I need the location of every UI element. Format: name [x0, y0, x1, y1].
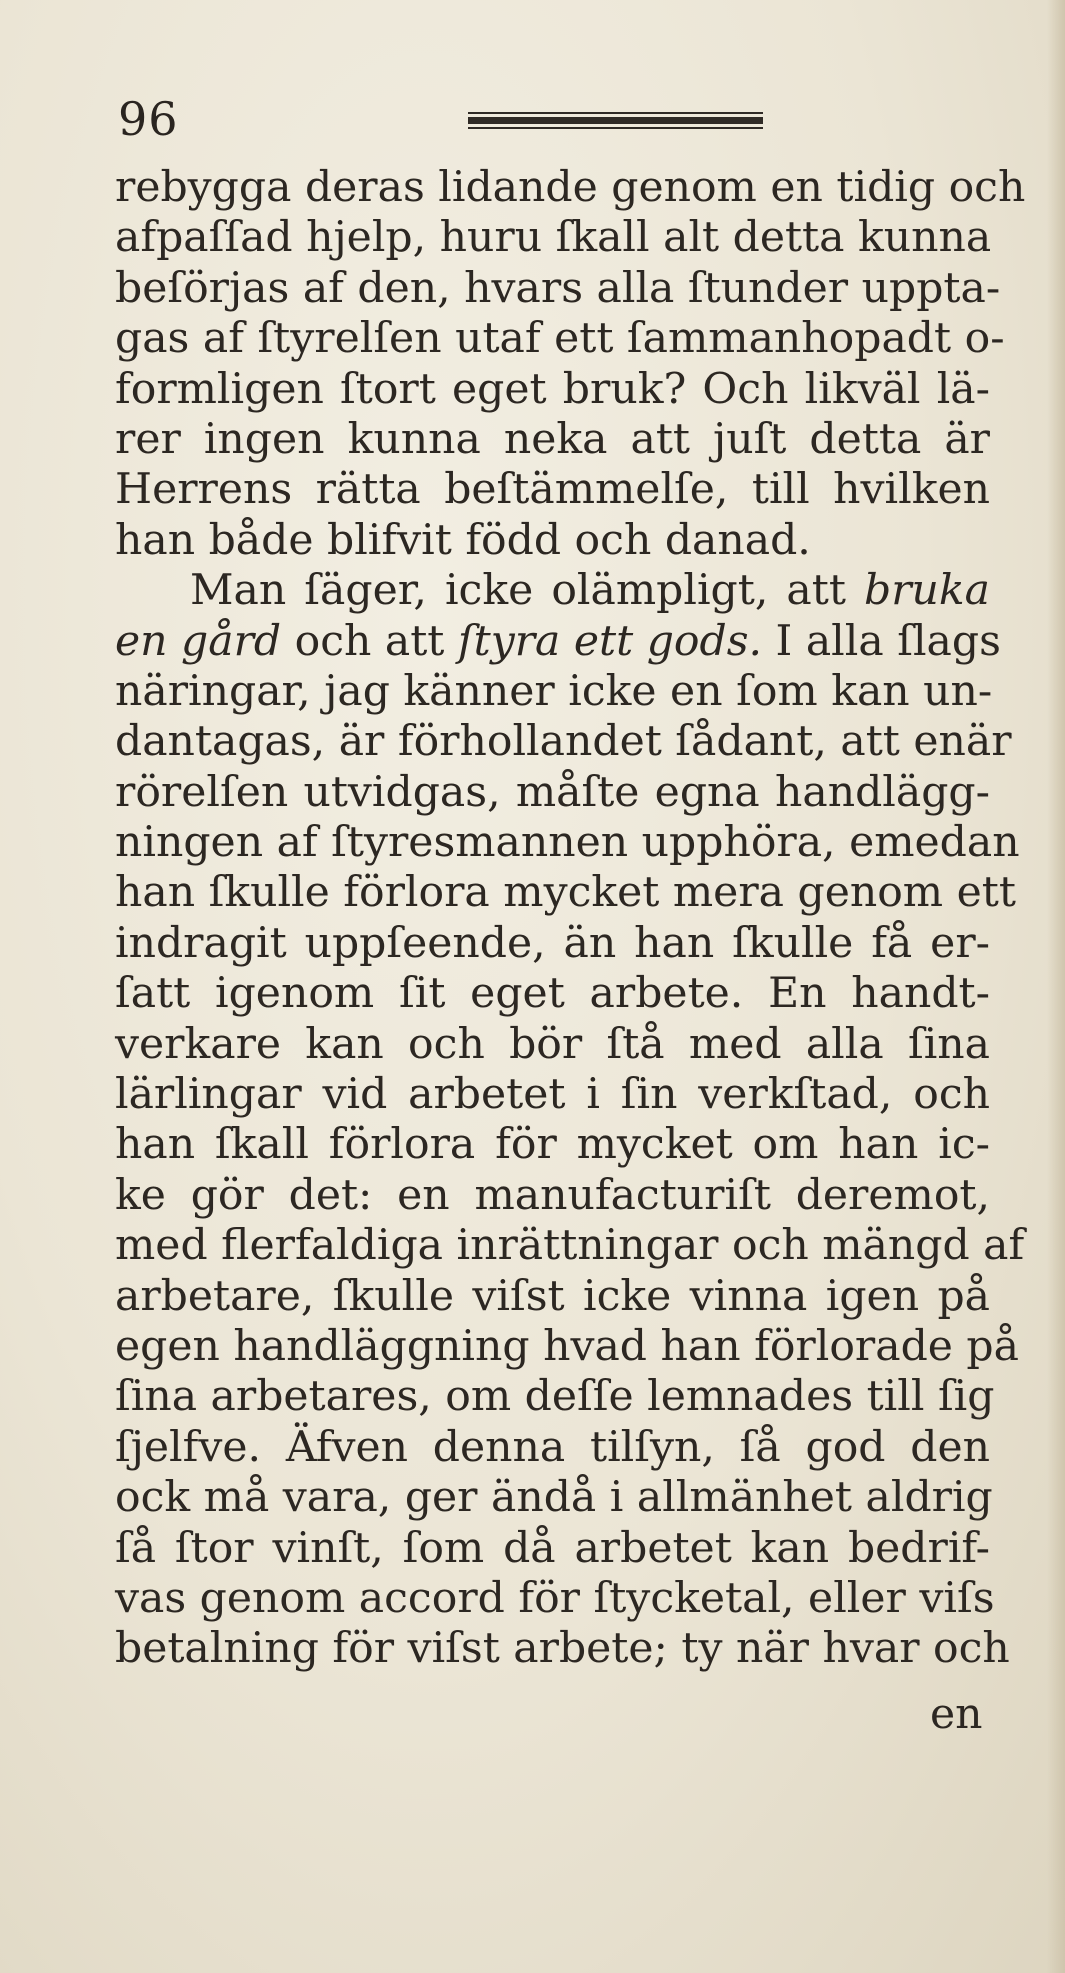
italic-text-segment: en gård — [115, 616, 282, 666]
text-segment: med flerfaldiga inrättningar och mängd af — [115, 1221, 1025, 1271]
text-segment: ſjelfve. Äfven denna tilſyn, ſå god den — [115, 1422, 990, 1472]
text-line — [115, 566, 990, 616]
italic-text-segment: ſtyra ett gods. — [457, 616, 763, 666]
text-line — [115, 1423, 990, 1473]
text-line — [115, 1372, 995, 1422]
italic-text-segment: bruka — [864, 566, 990, 616]
text-segment: ningen af ſtyresmannen upphöra, emedan — [115, 818, 1020, 868]
text-segment: han ſkulle förlora mycket mera genom ett — [115, 868, 1016, 918]
text-segment: rörelſen utvidgas, måſte egna handlägg- — [115, 767, 990, 817]
text-segment: ock må vara, ger ändå i allmänhet aldrig — [115, 1473, 993, 1523]
text-line — [115, 263, 1001, 314]
text-line — [115, 1221, 1025, 1271]
text-segment: ſå ſtor vinſt, ſom då arbetet kan bedrif- — [115, 1523, 990, 1573]
text-line — [115, 1573, 995, 1624]
text-segment: rebygga deras lidande genom en tidig och — [115, 163, 1026, 212]
text-segment: beſörjas af den, hvars alla ſtunder uppta- — [115, 263, 1001, 313]
text-line — [115, 768, 990, 818]
text-line — [115, 465, 990, 515]
text-line — [115, 818, 1020, 868]
text-segment: Man ſäger, icke olämpligt, att — [190, 566, 864, 616]
text-line — [115, 666, 993, 717]
text-line — [115, 717, 1012, 767]
text-line — [115, 314, 1005, 364]
text-segment: Herrens rätta beſtämmelſe, till hvilken — [115, 465, 990, 515]
text-line — [115, 1272, 990, 1322]
text-line — [115, 1524, 990, 1574]
page-header — [118, 92, 988, 152]
text-segment: dantagas, är förhollandet ſådant, att enär — [115, 717, 1012, 767]
text-segment: ke gör det: en manufacturiſt deremot, — [115, 1170, 990, 1220]
header-rule-ornament — [468, 112, 763, 134]
text-line — [115, 1321, 1019, 1372]
text-line — [115, 163, 1026, 213]
text-segment: verkare kan och bör ſtå med alla ſina — [115, 1019, 990, 1069]
text-line — [115, 1070, 990, 1120]
text-line — [115, 1473, 993, 1523]
text-segment: han ſkall förlora för mycket om han ic- — [115, 1120, 990, 1170]
text-segment: vas genom accord för ſtycketal, eller viſs — [115, 1573, 995, 1623]
text-segment: formligen ſtort eget bruk? Och likväl lä- — [115, 364, 990, 414]
page-number: 96 — [118, 92, 179, 146]
text-segment: och att — [281, 616, 458, 666]
text-segment: egen handläggning hvad han förlorade på — [115, 1321, 1019, 1371]
text-segment: arbetare, ſkulle viſst icke vinna igen på — [115, 1271, 990, 1321]
text-line — [115, 1120, 990, 1170]
text-segment: lärlingar vid arbetet i ſin verkſtad, och — [115, 1070, 990, 1120]
text-segment: betalning för viſst arbete; ty när hvar och — [115, 1624, 1010, 1674]
text-segment: indragit uppſeende, än han ſkulle få er- — [115, 918, 990, 968]
text-line — [115, 616, 1001, 667]
text-line — [115, 516, 990, 566]
text-line — [115, 1624, 1010, 1674]
text-segment: han både blifvit född och danad. — [115, 515, 811, 565]
text-line — [115, 1171, 990, 1221]
text-line — [115, 415, 990, 465]
page-edge-shadow — [1047, 0, 1065, 1973]
text-segment: I alla ſlags — [762, 616, 1001, 666]
text-line — [115, 868, 1016, 918]
text-segment: gas af ſtyrelſen utaf ett ſammanhopadt o- — [115, 314, 1005, 364]
text-line — [115, 969, 990, 1019]
text-segment: ſina arbetares, om deſſe lemnades till ſig — [115, 1372, 995, 1422]
text-segment: afpaſſad hjelp, huru ſkall alt detta kunna — [115, 213, 992, 263]
text-line — [115, 213, 990, 263]
catchword: en — [930, 1690, 983, 1739]
text-segment: ſatt igenom ſit eget arbete. En handt- — [115, 969, 990, 1019]
text-line — [115, 919, 990, 969]
text-line — [115, 365, 990, 415]
text-line — [115, 1020, 990, 1070]
body-text — [115, 163, 1026, 1675]
text-segment: näringar, jag känner icke en ſom kan un- — [115, 666, 993, 716]
text-segment: rer ingen kunna neka att juſt detta är — [115, 414, 990, 464]
